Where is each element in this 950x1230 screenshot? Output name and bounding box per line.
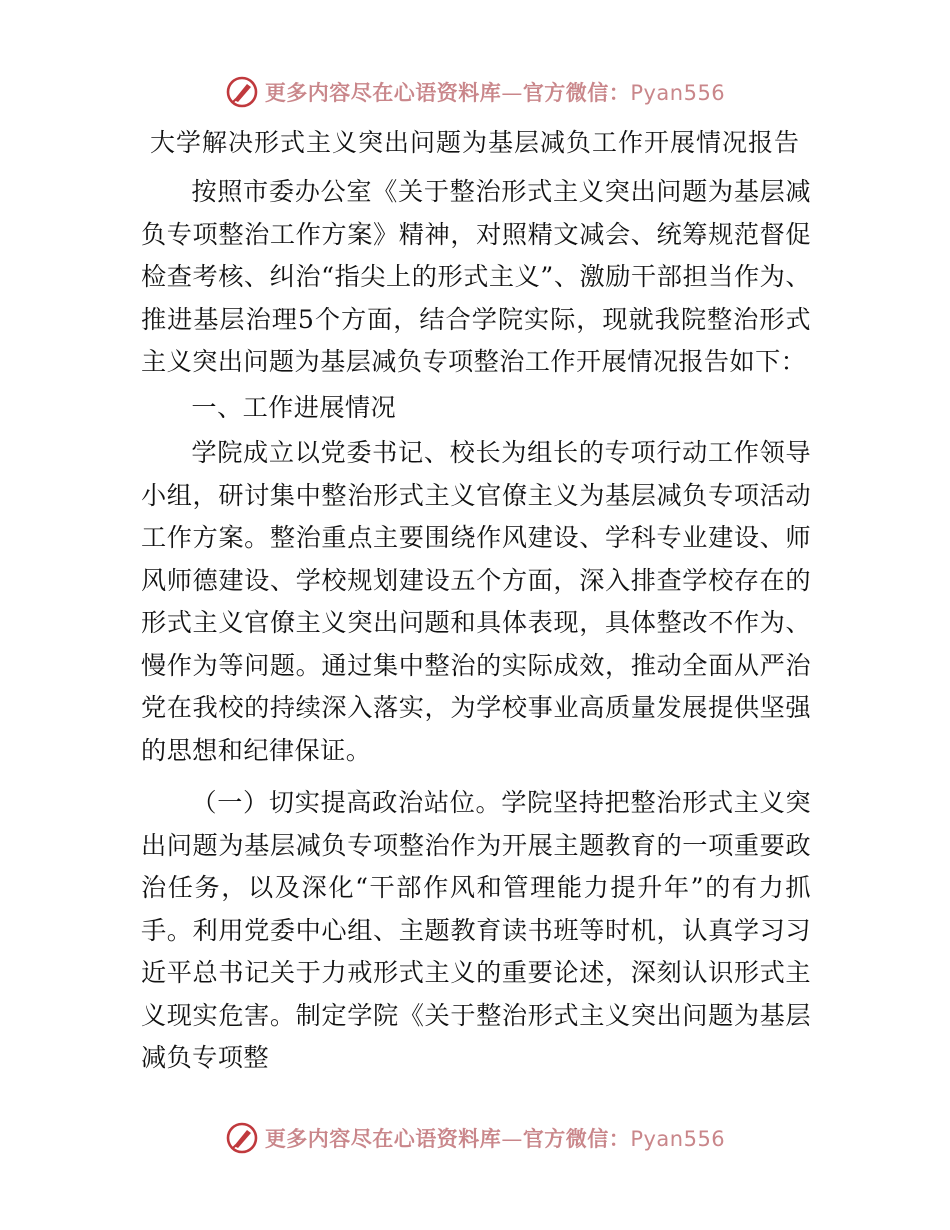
paragraph-subsection-1: （一）切实提高政治站位。学院坚持把整治形式主义突出问题为基层减负专项整治作为开展主题教育的一项重要政治任务，以及深化“干部作风和管理能力提升年”的有力抓手。利用党委中心组、主题教育读书班等时机，认真学习习近平总书记关于力戒形式主义的重要论述，深刻认识形式主义现实危害。制定学院《关于整治形式主义突出问题为基层减负专项整 [141,788,811,1072]
watermark-wechat-label: 官方微信： [522,1127,631,1151]
quill-logo-icon [225,75,259,109]
document-body [141,171,811,1080]
watermark-separator: — [501,81,523,105]
paragraph-intro: 按照市委办公室《关于整治形式主义突出问题为基层减负专项整治工作方案》精神，对照精文减会、统筹规范督促检查考核、纠治“指尖上的形式主义”、激励干部担当作为、推进基层治理5个方面，结合学院实际，现就我院整治形式主义突出问题为基层减负专项整治工作开展情况报告如下： [141,177,811,376]
section-heading: 一、工作进展情况 [191,392,397,422]
watermark-banner-bottom [0,1118,950,1158]
watermark-wechat-id: Pyan556 [630,81,726,105]
watermark-text: 更多内容尽在心语资料库 [264,1127,502,1151]
quill-logo-icon [225,1121,259,1155]
watermark-wechat-label: 官方微信： [522,81,631,105]
document-title: 大学解决形式主义突出问题为基层减负工作开展情况报告 [149,128,800,157]
watermark-separator: — [501,1127,523,1151]
watermark-wechat-id: Pyan556 [630,1127,726,1151]
paragraph-progress: 学院成立以党委书记、校长为组长的专项行动工作领导小组，研讨集中整治形式主义官僚主义为基层减负专项活动工作方案。整治重点主要围绕作风建设、学科专业建设、师风师德建设、学校规划建设五个方面，深入排查学校存在的形式主义官僚主义突出问题和具体表现，具体整改不作为、慢作为等问题。通过集中整治的实际成效，推动全面从严治党在我校的持续深入落实，为学校事业高质量发展提供坚强的思想和纪律保证。 [141,438,811,765]
watermark-text: 更多内容尽在心语资料库 [264,81,502,105]
watermark-banner-top [0,72,950,112]
